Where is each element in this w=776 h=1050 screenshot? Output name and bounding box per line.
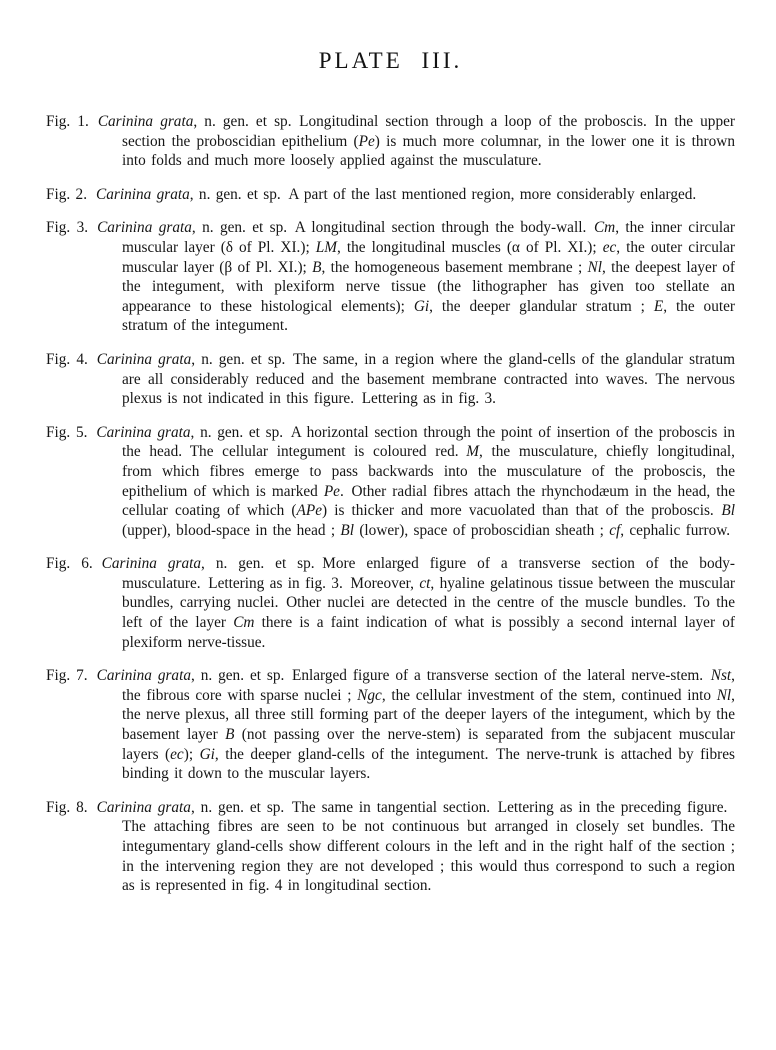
figure-label: Fig. 6.: [46, 555, 93, 573]
figure-entry: [46, 218, 735, 336]
figure-entry: [46, 350, 735, 409]
figure-entry: [46, 554, 735, 652]
figure-label: Fig. 2.: [46, 185, 88, 203]
figure-entry: [46, 798, 735, 896]
figure-description: Carinina grata, n. gen. et sp. Enlarged figure of a transverse section of the lateral nerve-stem. Nst, the fibrous core with sparse nuclei ; Ngc, the cellular investment of the stem, continued into Nl, the nerve plexus, all three still forming part of the deeper layers of the integument, which by the basement layer B (not passing over the nerve-stem) is separated from the subjacent muscular layers (ec); Gi, the deeper gland-cells of the integument. The nerve-trunk is attached by fibres binding it down to the muscular layers.: [96, 667, 736, 783]
figure-description: Carinina grata, n. gen. et sp. The same, in a region where the gland-cells of the glandular stratum are all considerably reduced and the basement membrane contracted into waves. The nervous plexus is not indicated in this figure. Lettering as in fig. 3.: [96, 350, 736, 408]
figure-description: Carinina grata, n. gen. et sp. More enlarged figure of a transverse section of the body-musculature. Lettering as in fig. 3. Moreover, ct, hyaline gelatinous tissue between the muscular bundles, carrying nuclei. Other nuclei are detected in the centre of the muscle bundles. To the left of the layer Cm there is a faint indication of what is possibly a second internal layer of plexiform nerve-tissue.: [101, 555, 735, 651]
figure-description: Carinina grata, n. gen. et sp. The same in tangential section. Lettering as in the preceding figure. The attaching fibres are seen to be not continuous but arranged in closely set bundles. The integumentary gland-cells show different colours in the left and in the right half of the section ; in the intervening region they are not developed ; this would thus correspond to such a region as is represented in fig. 4 in longitudinal section.: [96, 798, 735, 895]
figure-label: Fig. 3.: [46, 219, 89, 237]
figure-description: Carinina grata, n. gen. et sp. A part of the last mentioned region, more considerably enlarged.: [96, 185, 697, 203]
figure-list: [46, 112, 735, 896]
figure-entry: [46, 112, 735, 171]
figure-entry: [46, 185, 735, 205]
figure-description: Carinina grata, n. gen. et sp. A longitudinal section through the body-wall. Cm, the inner circular muscular layer (δ of Pl. XI.); LM, the longitudinal muscles (α of Pl. XI.); ec, the outer circular muscular layer (β of Pl. XI.); B, the homogeneous basement membrane ; Nl, the deepest layer of the integument, with plexiform nerve tissue (the lithographer has given too stellate an appearance to these histological elements); Gi, the deeper glandular stratum ; E, the outer stratum of the integument.: [97, 219, 736, 335]
figure-entry: [46, 666, 735, 784]
figure-entry: [46, 423, 735, 541]
figure-label: Fig. 8.: [46, 798, 88, 816]
figure-description: Carinina grata, n. gen. et sp. Longitudinal section through a loop of the proboscis. In the upper section the proboscidian epithelium (Pe) is much more columnar, in the lower one it is thrown into folds and much more loosely applied against the musculature.: [97, 113, 735, 170]
figure-label: Fig. 4.: [46, 350, 88, 368]
figure-label: Fig. 7.: [46, 667, 88, 685]
figure-description: Carinina grata, n. gen. et sp. A horizontal section through the point of insertion of the proboscis in the head. The cellular integument is coloured red. M, the musculature, chiefly longitudinal, from which fibres emerge to pass backwards into the musculature of the proboscis, the epithelium of which is marked Pe. Other radial fibres attach the rhynchodæum in the head, the cellular coating of which (APe) is thicker and more vacuolated than that of the proboscis. Bl (upper), blood-space in the head ; Bl (lower), space of proboscidian sheath ; cf, cephalic furrow.: [96, 423, 736, 539]
figure-label: Fig. 5.: [46, 423, 88, 441]
figure-label: Fig. 1.: [46, 113, 89, 130]
page-title: PLATE III.: [318, 48, 463, 73]
